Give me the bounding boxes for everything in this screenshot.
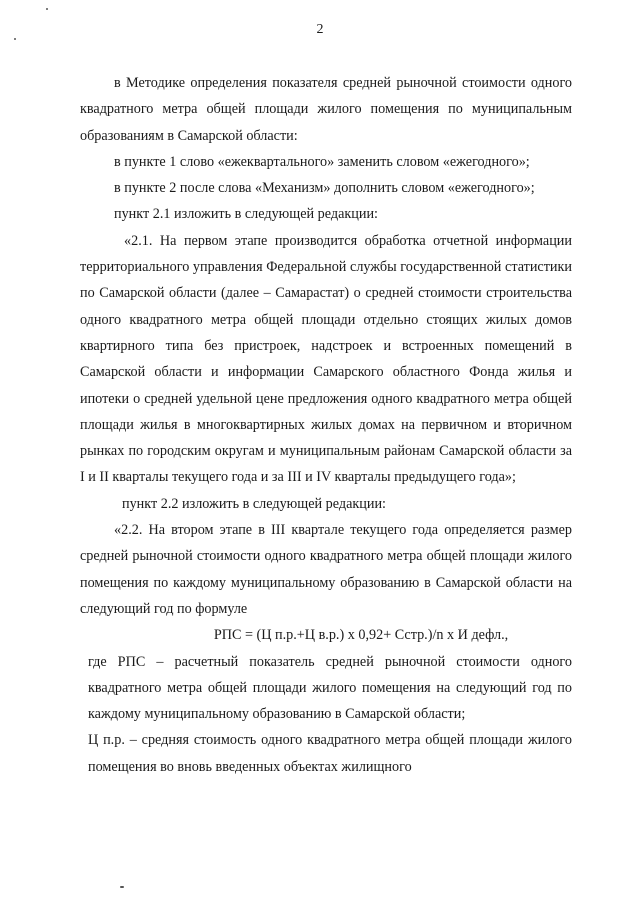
paragraph-2-1-text: «2.1. На первом этапе производится обработка отчетной информации территориального управления Федеральной службы государственной статистики по Самарской области (далее – Самарастат) о средней стоимости строительства одного квадратного метра общей площади отдельно стоящих жилых домов квартирного типа без пристроек, надстроек и встроенных помещений в Самарской области и информации Самарского областного Фонда жилья и ипотеки о средней удельной цене предложения одного квадратного метра общей площади жилья в многоквартирных жилых домах на первичном и вторичном рынках по городским округам и муниципальным районам Самарской области за I и II кварталы текущего года и за III и IV кварталы предыдущего года»;	[80, 232, 572, 486]
document-body	[80, 70, 572, 780]
paragraph-2-2-text: «2.2. На втором этапе в III квартале текущего года определяется размер средней рыночной стоимости одного квадратного метра общей площади жилого помещения по каждому муниципальному образованию в Самарской области на следующий год по формуле	[80, 522, 572, 617]
paragraph-item-2: в пункте 2 после слова «Механизм» дополнить словом «ежегодного»;	[114, 180, 535, 197]
formula-line: РПС = (Ц п.р.+Ц в.р.) х 0,92+ Сстр.)/n х И дефл.,	[213, 627, 509, 644]
paragraph-item-2-1-heading: пункт 2.1 изложить в следующей редакции:	[114, 206, 378, 223]
definition-rps: где РПС – расчетный показатель средней рыночной стоимости одного квадратного метра общей площади жилого помещения на следующий год по каждому муниципальному образованию в Самарской области;	[88, 653, 572, 723]
paragraph-item-2-2-heading: пункт 2.2 изложить в следующей редакции:	[122, 495, 386, 512]
definition-cpr: Ц п.р. – средняя стоимость одного квадратного метра общей площади жилого помещения во вновь введенных объектах жилищного	[88, 732, 572, 775]
page-number: 2	[316, 22, 324, 37]
scan-speck	[120, 886, 124, 888]
paragraph-methodology-intro: в Методике определения показателя средней рыночной стоимости одного квадратного метра общей площади жилого помещения по муниципальным образованиям в Самарской области:	[80, 75, 572, 144]
paragraph-item-1: в пункте 1 слово «ежеквартального» заменить словом «ежегодного»;	[114, 153, 530, 170]
scan-speck	[14, 38, 16, 40]
scan-speck	[46, 8, 48, 10]
